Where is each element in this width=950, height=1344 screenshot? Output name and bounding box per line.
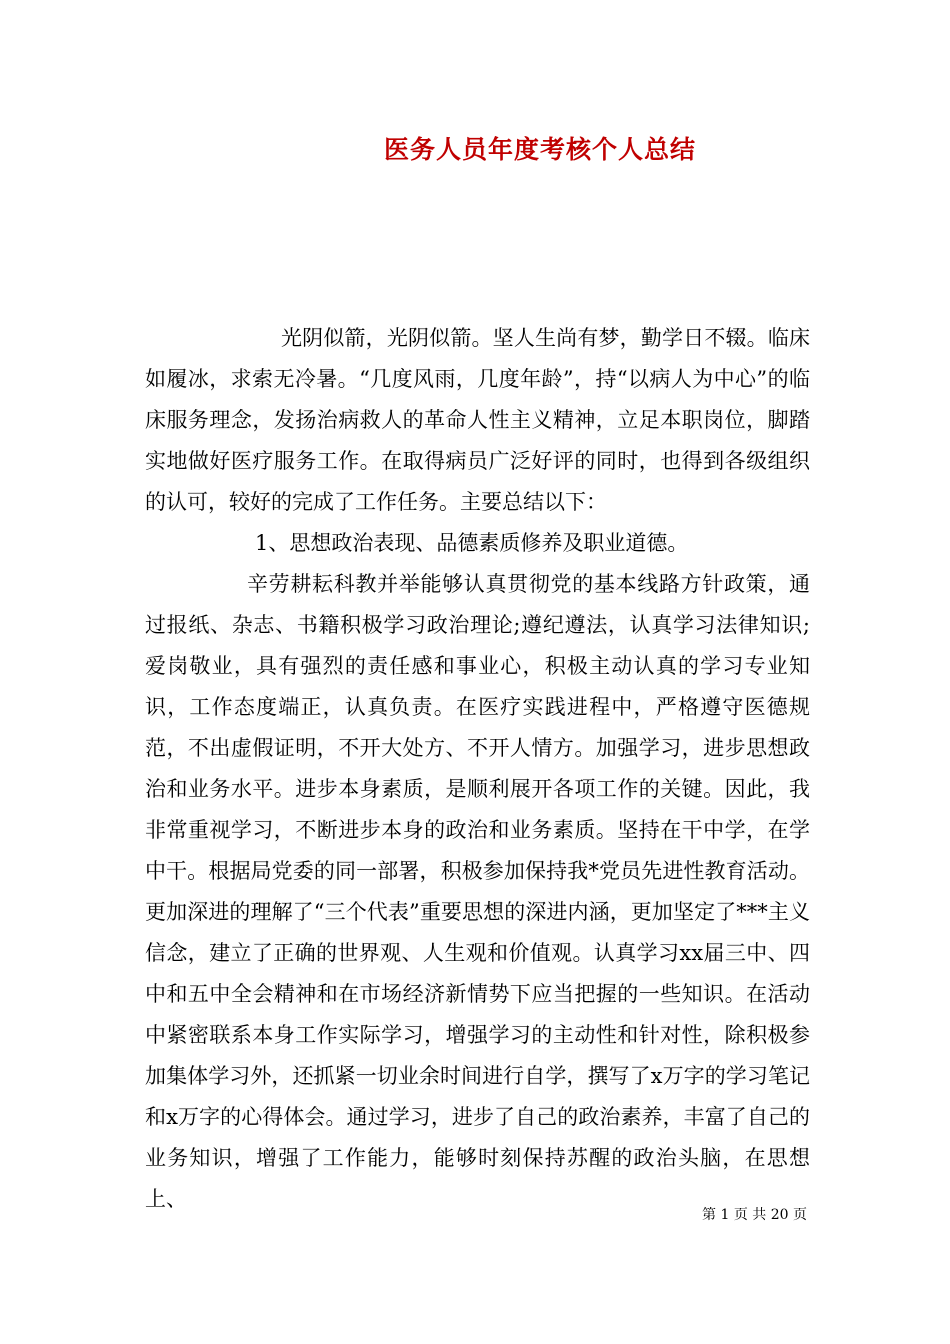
- paragraph-intro: 光阴似箭，光阴似箭。坚人生尚有梦，勤学日不辍。临床如履冰，求索无冷暑。“几度风雨，几度年龄”，持“以病人为中心”的临床服务理念，发扬治病救人的革命人性主义精神，立足本职岗位，脚踏实地做好医疗服务工作。在取得病员广泛好评的同时，也得到各级组织的认可，较好的完成了工作任务。主要总结以下：: [145, 326, 810, 514]
- paragraph-section-heading: 1、思想政治表现、品德素质修养及职业道德。: [255, 531, 689, 555]
- page-number: 第 1 页 共 20 页: [702, 1207, 807, 1223]
- document-title: 医务人员年度考核个人总结: [383, 135, 696, 164]
- paragraph-body: 辛劳耕耘科教并举能够认真贯彻党的基本线路方针政策，通过报纸、杂志、书籍积极学习政治理论;遵纪遵法，认真学习法律知识;爱岗敬业，具有强烈的责任感和事业心，积极主动认真的学习专业知识，工作态度端正，认真负责。在医疗实践进程中，严格遵守医德规范，不出虚假证明，不开大处方、不开人情方。加强学习，进步思想政治和业务水平。进步本身素质，是顺利展开各项工作的关键。因此，我非常重视学习，不断进步本身的政治和业务素质。坚持在干中学，在学中干。根据局党委的同一部署，积极参加保持我*党员先进性教育活动。更加深进的理解了“三个代表”重要思想的深进内涵，更加坚定了***主义信念，建立了正确的世界观、人生观和价值观。认真学习xx届三中、四中和五中全会精神和在市场经济新情势下应当把握的一些知识。在活动中紧密联系本身工作实际学习，增强学习的主动性和针对性，除积极参加集体学习外，还抓紧一切业余时间进行自学，撰写了x万字的学习笔记和x万字的心得体会。通过学习，进步了自己的政治素养，丰富了自己的业务知识，增强了工作能力，能够时刻保持苏醒的政治头脑，在思想上、: [145, 572, 810, 1211]
- document-body: [145, 318, 810, 1220]
